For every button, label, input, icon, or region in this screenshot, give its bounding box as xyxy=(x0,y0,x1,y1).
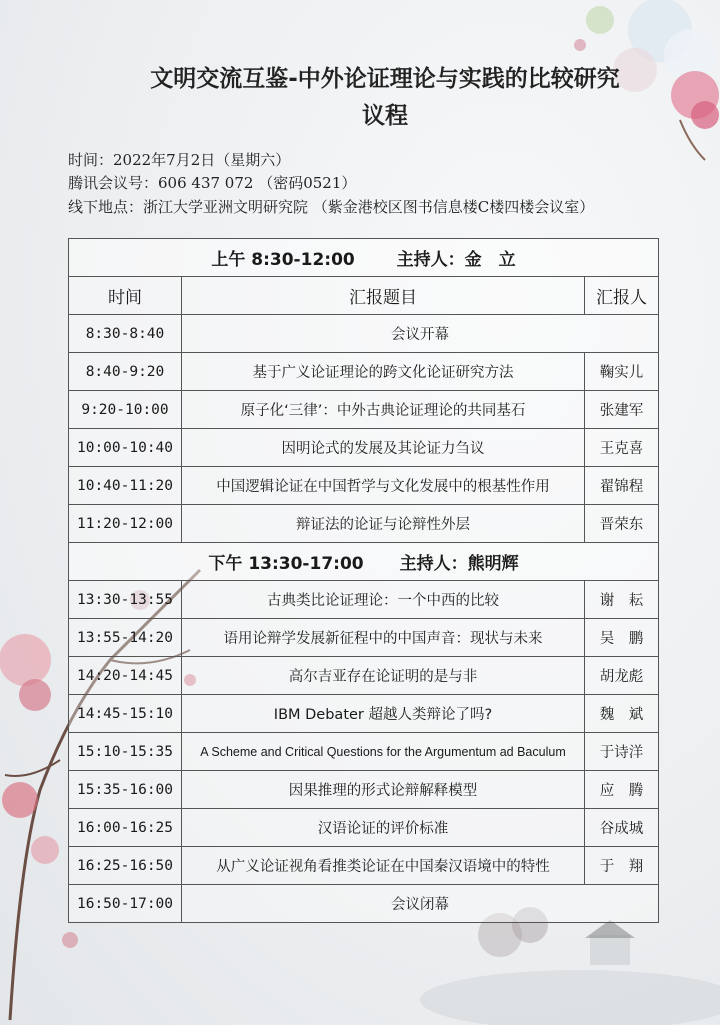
row-title: 基于广义论证理论的跨文化论证研究方法 xyxy=(182,353,585,391)
row-time: 9:20-10:00 xyxy=(69,391,182,429)
row-title: 中国逻辑论证在中国哲学与文化发展中的根基性作用 xyxy=(182,467,585,505)
morning-session-label: 上午 8:30-12:00 xyxy=(211,250,355,270)
row-time: 13:30-13:55 xyxy=(69,581,182,619)
row-time: 10:40-11:20 xyxy=(69,467,182,505)
table-row xyxy=(69,885,659,923)
table-row xyxy=(69,695,659,733)
row-title: 辩证法的论证与论辩性外层 xyxy=(182,505,585,543)
row-title: 原子化‘三律’：中外古典论证理论的共同基石 xyxy=(182,391,585,429)
table-row xyxy=(69,391,659,429)
row-speaker: 应 腾 xyxy=(585,771,659,809)
table-row xyxy=(69,619,659,657)
row-time: 15:10-15:35 xyxy=(69,733,182,771)
row-speaker: 于诗洋 xyxy=(585,733,659,771)
row-time: 13:55-14:20 xyxy=(69,619,182,657)
column-header-row xyxy=(69,277,659,315)
morning-session-header xyxy=(69,239,659,277)
row-title: 因明论式的发展及其论证力刍议 xyxy=(182,429,585,467)
row-speaker: 张建军 xyxy=(585,391,659,429)
page-subtitle: 议程 xyxy=(362,103,408,129)
row-title: 语用论辩学发展新征程中的中国声音：现状与未来 xyxy=(182,619,585,657)
row-speaker: 胡龙彪 xyxy=(585,657,659,695)
meeting-time: 时间：2022年7月2日（星期六） xyxy=(68,151,291,169)
row-title: 从广义论证视角看推类论证在中国秦汉语境中的特性 xyxy=(182,847,585,885)
row-time: 16:25-16:50 xyxy=(69,847,182,885)
page-title: 文明交流互鉴-中外论证理论与实践的比较研究 xyxy=(150,66,620,92)
row-time: 16:00-16:25 xyxy=(69,809,182,847)
header-time: 时间 xyxy=(69,277,182,315)
row-time: 16:50-17:00 xyxy=(69,885,182,923)
row-speaker: 吴 鹏 xyxy=(585,619,659,657)
table-row xyxy=(69,733,659,771)
row-time: 14:20-14:45 xyxy=(69,657,182,695)
row-time: 8:40-9:20 xyxy=(69,353,182,391)
row-speaker: 谢 耘 xyxy=(585,581,659,619)
table-row xyxy=(69,581,659,619)
header-speaker: 汇报人 xyxy=(585,277,659,315)
row-title: 汉语论证的评价标准 xyxy=(182,809,585,847)
row-title: 因果推理的形式论辩解释模型 xyxy=(182,771,585,809)
header-title: 汇报题目 xyxy=(182,277,585,315)
row-time: 11:20-12:00 xyxy=(69,505,182,543)
row-title: IBM Debater 超越人类辩论了吗? xyxy=(182,695,585,733)
row-speaker: 王克喜 xyxy=(585,429,659,467)
row-title: 会议闭幕 xyxy=(182,885,659,923)
morning-host: 主持人：金 立 xyxy=(396,250,516,270)
row-title: 高尔吉亚存在论证明的是与非 xyxy=(182,657,585,695)
afternoon-session-label: 下午 13:30-17:00 xyxy=(208,554,364,574)
table-row xyxy=(69,353,659,391)
row-title: A Scheme and Critical Questions for the Argumentum ad Baculum xyxy=(182,733,585,771)
table-row xyxy=(69,657,659,695)
row-time: 14:45-15:10 xyxy=(69,695,182,733)
agenda-table xyxy=(68,238,659,923)
table-row xyxy=(69,315,659,353)
row-speaker: 于 翔 xyxy=(585,847,659,885)
table-row xyxy=(69,847,659,885)
table-row xyxy=(69,771,659,809)
meeting-location: 线下地点：浙江大学亚洲文明研究院 （紫金港校区图书信息楼C楼四楼会议室） xyxy=(68,198,595,216)
row-speaker: 翟锦程 xyxy=(585,467,659,505)
row-title: 古典类比论证理论：一个中西的比较 xyxy=(182,581,585,619)
row-time: 10:00-10:40 xyxy=(69,429,182,467)
afternoon-host: 主持人：熊明辉 xyxy=(399,554,519,574)
row-time: 8:30-8:40 xyxy=(69,315,182,353)
row-speaker: 鞠实儿 xyxy=(585,353,659,391)
tencent-meeting-id: 腾讯会议号：606 437 072 （密码0521） xyxy=(68,174,357,192)
table-row xyxy=(69,505,659,543)
table-row xyxy=(69,467,659,505)
afternoon-session-header xyxy=(69,543,659,581)
row-title: 会议开幕 xyxy=(182,315,659,353)
row-speaker: 魏 斌 xyxy=(585,695,659,733)
table-row xyxy=(69,809,659,847)
row-speaker: 晋荣东 xyxy=(585,505,659,543)
table-row xyxy=(69,429,659,467)
row-time: 15:35-16:00 xyxy=(69,771,182,809)
row-speaker: 谷成城 xyxy=(585,809,659,847)
